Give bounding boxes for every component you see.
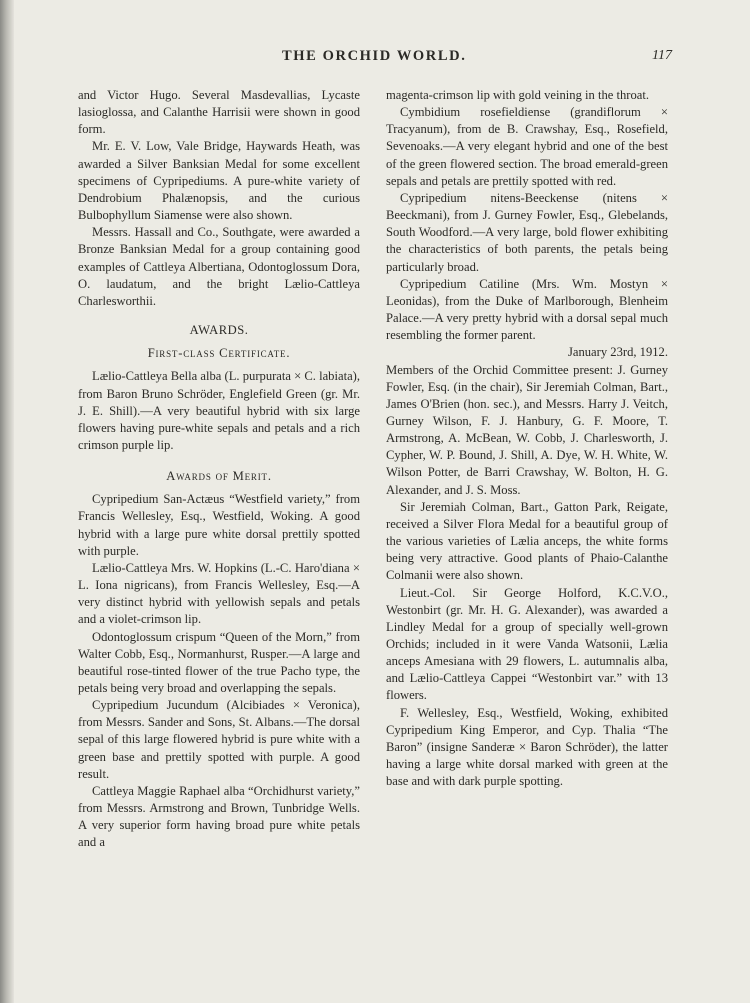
meeting-date: January 23rd, 1912. xyxy=(567,345,668,360)
page-number: 117 xyxy=(652,48,672,63)
paragraph: Cypripedium nitens-Beeckense (nitens × Beeckmani), from J. Gurney Fowler, Esq., Glebelands, South Woodford.—A very large, bold flower exhibiting the characteristics of both parents, the petals being particularly broad. xyxy=(386,190,668,274)
running-title: THE ORCHID WORLD. xyxy=(282,48,467,64)
paragraph: Cattleya Maggie Raphael alba “Orchidhurst variety,” from Messrs. Armstrong and Brown, Tunbridge Wells. A very superior form having broad pure white petals and a xyxy=(78,783,360,850)
left-column xyxy=(78,87,360,852)
paragraph: Sir Jeremiah Colman, Bart., Gatton Park, Reigate, received a Silver Flora Medal for a beautiful group of the various varieties of Lælia anceps, the white forms being very attractive. Good plants of Phaio-Calanthe Colmanii were also shown. xyxy=(386,499,668,583)
paragraph: Cypripedium Jucundum (Alcibiades × Veronica), from Messrs. Sander and Sons, St. Albans.—The dorsal sepal of this large flowered hybrid is pure white with a green base and prettily spotted with purple. A good result. xyxy=(78,698,360,781)
paragraph: and Victor Hugo. Several Masdevallias, Lycaste lasioglossa, and Calanthe Harrisii were shown in good form. xyxy=(78,88,360,137)
paragraph: Odontoglossum crispum “Queen of the Morn,” from Walter Cobb, Esq., Normanhurst, Rusper.—A large and beautiful rose-tinted flower of the true Pacho type, the petals being very broad and overlapping the sepals. xyxy=(78,629,360,695)
paragraph: Members of the Orchid Committee present: J. Gurney Fowler, Esq. (in the chair), Sir Jeremiah Colman, Bart., James O'Brien (hon. sec.), and Messrs. Harry J. Veitch, Gurney Wilson, F. J. Hanbury, G. F. Moore, T. Armstrong, A. McBean, W. Cobb, J. Charlesworth, J. Cypher, W. P. Bound, J. Shill, A. Dye, W. H. White, W. Wilson Potter, de Barri Crawshay, W. Bolton, H. G. Alexander, and J. S. Moss. xyxy=(386,362,668,497)
page-header xyxy=(282,48,710,68)
paragraph: Cypripedium Catiline (Mrs. Wm. Mostyn × Leonidas), from the Duke of Marlborough, Blenheim Palace.—A very pretty hybrid with a dorsal sepal much resembling the former parent. xyxy=(386,276,668,343)
awards-heading: AWARDS. xyxy=(189,323,249,338)
paragraph: Lieut.-Col. Sir George Holford, K.C.V.O., Westonbirt (gr. Mr. H. G. Alexander), was awarded a Lindley Medal for a group of specially well-grown Orchids; included in it were Vanda Watsonii, Lælia anceps Amesiana with 29 flowers, L. autumnalis alba, and Lælio-Cattleya Cappei “Westonbirt var.” with 13 flowers. xyxy=(386,585,668,703)
page-gutter-shadow xyxy=(0,0,14,1003)
first-class-certificate-heading: First-class Certificate. xyxy=(147,346,291,361)
paragraph: magenta-crimson lip with gold veining in the throat. xyxy=(386,88,650,102)
paragraph: Cypripedium San-Actæus “Westfield variety,” from Francis Wellesley, Esq., Westfield, Woking. A good hybrid with a large pure white dorsal prettily spotted with purple. xyxy=(78,492,360,558)
paragraph: F. Wellesley, Esq., Westfield, Woking, exhibited Cypripedium King Emperor, and Cyp. Thalia “The Baron” (insigne Sanderæ × Baron Schröder), the latter having a large white dorsal marked with green at the base and with dark purple spotting. xyxy=(386,705,668,789)
paragraph: Messrs. Hassall and Co., Southgate, were awarded a Bronze Banksian Medal for a group containing good examples of Cattleya Albertiana, Odontoglossum Dora, O. laudatum, and the bright Lælio-Cattleya Charlesworthii. xyxy=(78,225,360,308)
paragraph: Lælio-Cattleya Mrs. W. Hopkins (L.-C. Haro'diana × L. Iona nigricans), from Francis Wellesley, Esq.—A very distinct hybrid with yellowish sepals and petals and a violet-crimson lip. xyxy=(78,560,360,627)
paragraph: Mr. E. V. Low, Vale Bridge, Haywards Heath, was awarded a Silver Banksian Medal for some excellent specimens of Cypripediums. A pure-white variety of Dendrobium Phalænopsis, and the curious Bulbophyllum Siamense were also shown. xyxy=(78,139,360,223)
paragraph: Lælio-Cattleya Bella alba (L. purpurata × C. labiata), from Baron Bruno Schröder, Englefield Green (gr. Mr. J. E. Shill).—A very beautiful hybrid with six large flowers having pure-white sepals and petals and a rich crimson purple lip. xyxy=(78,369,360,452)
right-column xyxy=(386,87,668,790)
paragraph: Cymbidium rosefieldiense (grandiflorum × Tracyanum), from de B. Crawshay, Esq., Rosefield, Sevenoaks.—A very elegant hybrid and one of the best of the green flowered section. The broad emerald-green sepals and petals are prettily spotted with red. xyxy=(386,105,668,188)
awards-of-merit-heading: Awards of Merit. xyxy=(166,469,272,484)
